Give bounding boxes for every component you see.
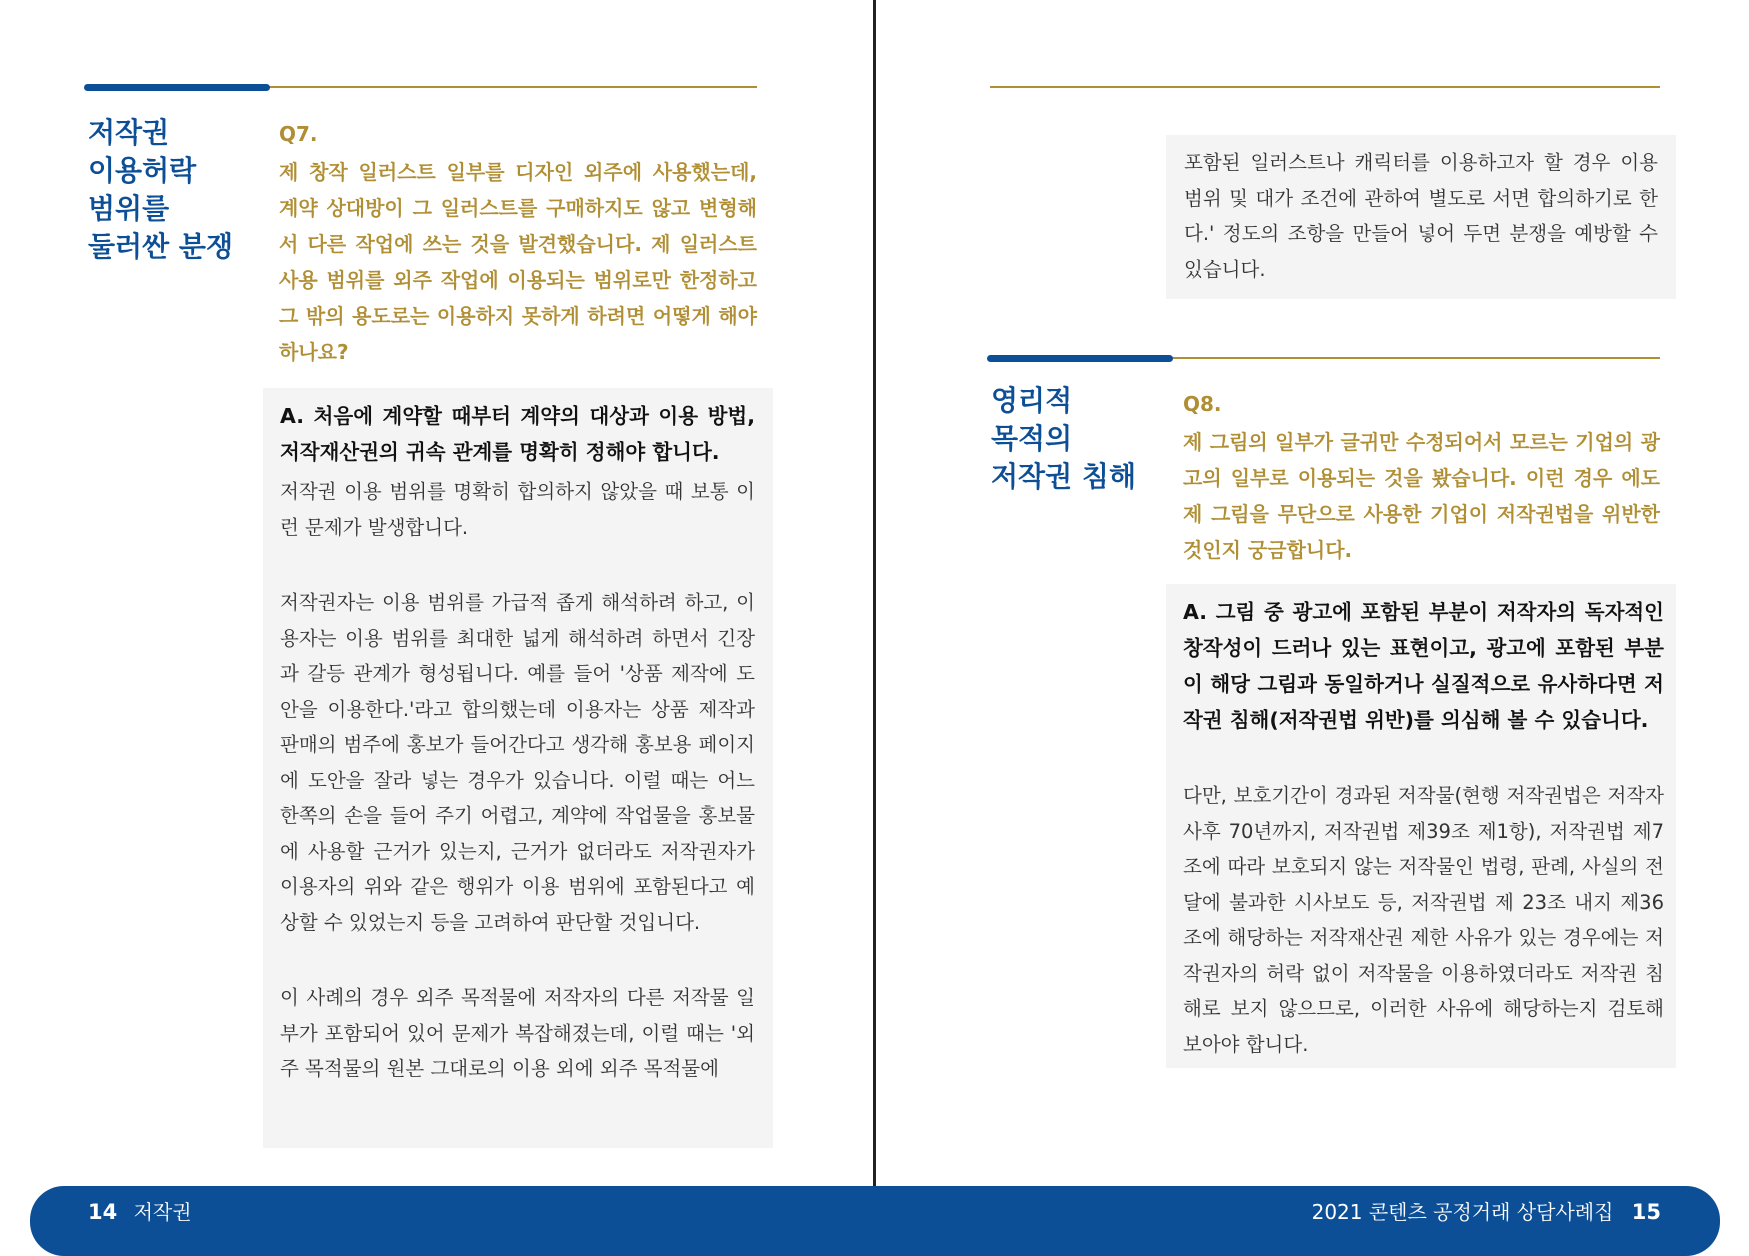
topic-line: 이용허락 <box>88 154 197 187</box>
continued-answer-box <box>1166 135 1676 299</box>
topic-line: 영리적 <box>991 384 1073 417</box>
question-number: Q7. <box>279 122 318 146</box>
answer-heading: A. 그림 중 광고에 포함된 부분이 저작자의 독자적인 창작성이 드러나 있는 표현이고, 광고에 포함된 부분이 해당 그림과 동일하거나 실질적으로 유사하다면 저작권 침해(저작권법 위반)를 의심해 볼 수 있습니다. <box>1183 600 1664 732</box>
question-text: 제 창작 일러스트 일부를 디자인 외주에 사용했는데, 계약 상대방이 그 일러스트를 구매하지도 않고 변형해서 다른 작업에 쓰는 것을 발견했습니다. 제 일러스트 사용 범위를 외주 작업에 이용되는 범위로만 한정하고 그 밖의 용도로는 이용하지 못하게 하려면 어떻게 해야 하나요? <box>279 160 757 364</box>
answer-paragraph: 저작권자는 이용 범위를 가급적 좁게 해석하려 하고, 이용자는 이용 범위를 최대한 넓게 해석하려 하면서 긴장과 갈등 관계가 형성됩니다. 예를 들어 '상품 제작에 도안을 이용한다.'라고 합의했는데 이용자는 상품 제작과 판매의 범주에 홍보가 들어간다고 생각해 홍보용 페이지에 도안을 잘라 넣는 경우가 있습니다. 이럴 때는 어느 한쪽의 손을 들어 주기 어렵고, 계약에 작업물을 홍보물에 사용할 근거가 있는지, 근거가 없더라도 저작권자가 이용자의 위와 같은 행위가 이용 범위에 포함된다고 예상할 수 있었는지 등을 고려하여 판단할 것입니다. <box>280 591 755 934</box>
footer-right <box>1312 1196 1661 1225</box>
topic-line: 목적의 <box>991 422 1073 455</box>
answer-paragraph: 저작권 이용 범위를 명확히 합의하지 않았을 때 보통 이런 문제가 발생합니다. <box>280 480 755 539</box>
page-divider <box>873 0 876 1241</box>
section-rule-accent <box>987 355 1173 362</box>
footer-publication-title: 2021 콘텐츠 공정거래 상담사례집 <box>1311 1200 1614 1224</box>
answer-heading: A. 처음에 계약할 때부터 계약의 대상과 이용 방법, 저작재산권의 귀속 관계를 명확히 정해야 합니다. <box>280 404 755 464</box>
answer-box <box>263 388 773 1148</box>
section-rule <box>990 86 1660 88</box>
answer-paragraph: 이 사례의 경우 외주 목적물에 저작자의 다른 저작물 일부가 포함되어 있어 문제가 복잡해졌는데, 이럴 때는 '외주 목적물의 원본 그대로의 이용 외에 외주 목적물에 <box>280 986 755 1080</box>
topic-line: 둘러싼 분쟁 <box>88 230 233 263</box>
answer-paragraph: 다만, 보호기간이 경과된 저작물(현행 저작권법은 저작자 사후 70년까지, 저작권법 제39조 제1항), 저작권법 제7조에 따라 보호되지 않는 저작물인 법령, 판례, 사실의 전달에 불과한 시사보도 등, 저작권법 제 23조 내지 제36조에 해당하는 저작재산권 제한 사유가 있는 경우에는 저작권자의 허락 없이 저작물을 이용하였더라도 저작권 침해로 보지 않으므로, 이러한 사유에 해당하는지 검토해 보아야 합니다. <box>1183 784 1664 1056</box>
topic-heading <box>991 382 1171 496</box>
continued-text: 포함된 일러스트나 캐릭터를 이용하고자 할 경우 이용 범위 및 대가 조건에 관하여 별도로 서면 합의하기로 한다.' 정도의 조항을 만들어 넣어 두면 분쟁을 예방할 수 있습니다. <box>1184 151 1658 281</box>
topic-line: 범위를 <box>88 192 170 225</box>
topic-line: 저작권 <box>88 116 170 149</box>
footer-section-label: 저작권 <box>133 1200 192 1224</box>
footer-left <box>88 1196 192 1225</box>
question-number: Q8. <box>1183 392 1222 416</box>
page-number: 15 <box>1631 1200 1661 1224</box>
topic-heading <box>88 114 268 266</box>
question-text: 제 그림의 일부가 글귀만 수정되어서 모르는 기업의 광고의 일부로 이용되는 것을 봤습니다. 이런 경우 에도 제 그림을 무단으로 사용한 기업이 저작권법을 위반한 것인지 궁금합니다. <box>1183 430 1660 562</box>
section-rule-accent <box>84 84 270 91</box>
topic-line: 저작권 침해 <box>991 460 1136 493</box>
page-number: 14 <box>88 1200 118 1224</box>
answer-box <box>1166 584 1676 1068</box>
